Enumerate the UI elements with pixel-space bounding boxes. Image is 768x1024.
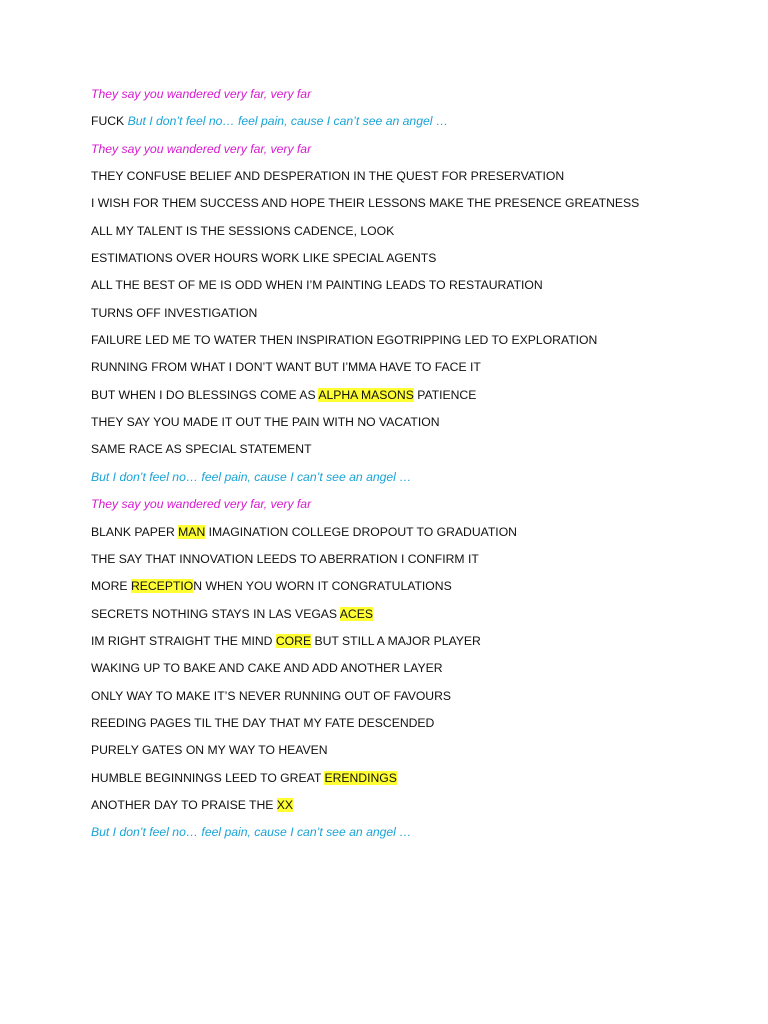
text-segment: ANOTHER DAY TO PRAISE THE (91, 797, 277, 812)
text-segment: HUMBLE BEGINNINGS LEED TO GREAT (91, 770, 325, 785)
text-segment: N WHEN YOU WORN IT CONGRATULATIONS (193, 579, 452, 594)
highlighted-text: XX (276, 797, 294, 812)
text-line (91, 658, 711, 685)
text-line (91, 576, 711, 603)
text-segment: MORE (91, 579, 131, 594)
text-line (91, 713, 711, 740)
text-line (91, 111, 711, 138)
text-segment: BUT STILL A MAJOR PLAYER (311, 633, 481, 648)
text-line (91, 494, 711, 521)
text-line (91, 193, 711, 220)
chorus-line-magenta: They say you wandered very far, very far (91, 87, 312, 101)
text-segment: SECRETS NOTHING STAYS IN LAS VEGAS (91, 606, 340, 621)
text-segment: IM RIGHT STRAIGHT THE MIND (91, 633, 276, 648)
text-line (91, 467, 711, 494)
text-line (91, 439, 711, 466)
chorus-line-cyan: But I don’t feel no… feel pain, cause I can’t see an angel … (127, 114, 449, 129)
chorus-line-magenta: They say you wandered very far, very far (91, 141, 312, 156)
text-segment: TURNS OFF INVESTIGATION (91, 305, 258, 320)
text-segment: I WISH FOR THEM SUCCESS AND HOPE THEIR LESSONS MAKE THE PRESENCE GREATNESS (91, 196, 640, 211)
highlighted-text: CORE (275, 633, 312, 648)
text-segment: THEY SAY YOU MADE IT OUT THE PAIN WITH NO VACATION (91, 415, 440, 430)
text-segment: REEDING PAGES TIL THE DAY THAT MY FATE DESCENDED (91, 715, 435, 730)
text-line (91, 357, 711, 384)
highlighted-text: MAN (178, 524, 206, 539)
text-segment: ESTIMATIONS OVER HOURS WORK LIKE SPECIAL AGENTS (91, 251, 437, 266)
text-line (91, 275, 711, 302)
text-line (91, 522, 711, 549)
text-segment: IMAGINATION COLLEGE DROPOUT TO GRADUATION (205, 524, 517, 539)
text-line (91, 549, 711, 576)
text-segment: ONLY WAY TO MAKE IT’S NEVER RUNNING OUT OF FAVOURS (91, 688, 452, 703)
text-line (91, 139, 711, 166)
text-segment: RUNNING FROM WHAT I DON’T WANT BUT I’MMA HAVE TO FACE IT (91, 360, 481, 375)
text-segment: PURELY GATES ON MY WAY TO HEAVEN (91, 743, 328, 758)
text-segment: PATIENCE (413, 387, 477, 402)
text-segment: BLANK PAPER (91, 524, 179, 539)
text-line (91, 686, 711, 713)
text-line (91, 248, 711, 275)
text-line (91, 795, 711, 822)
text-segment: FAILURE LED ME TO WATER THEN INSPIRATION EGOTRIPPING LED TO EXPLORATION (91, 333, 598, 348)
text-line (91, 768, 711, 795)
text-segment: SAME RACE AS SPECIAL STATEMENT (91, 442, 312, 457)
text-line (91, 84, 711, 111)
text-segment: BUT WHEN I DO BLESSINGS COME AS (91, 387, 319, 402)
text-segment: WAKING UP TO BAKE AND CAKE AND ADD ANOTHER LAYER (91, 661, 443, 676)
chorus-line-cyan: But I don’t feel no… feel pain, cause I can’t see an angel … (91, 825, 412, 840)
text-segment: THE SAY THAT INNOVATION LEEDS TO ABERRATION I CONFIRM IT (91, 551, 479, 566)
text-line (91, 631, 711, 658)
highlighted-text: RECEPTIO (130, 579, 194, 594)
text-segment: FUCK (91, 114, 128, 129)
highlighted-text: ACES (339, 606, 373, 621)
text-segment: THEY CONFUSE BELIEF AND DESPERATION IN THE QUEST FOR PRESERVATION (91, 169, 565, 184)
highlighted-text: ERENDINGS (324, 770, 397, 785)
lyrics-body (91, 84, 711, 850)
chorus-line-cyan: But I don’t feel no… feel pain, cause I can’t see an angel … (91, 469, 412, 484)
text-line (91, 303, 711, 330)
text-line (91, 412, 711, 439)
text-segment: ALL MY TALENT IS THE SESSIONS CADENCE, LOOK (91, 223, 395, 238)
text-line (91, 822, 711, 849)
chorus-line-magenta: They say you wandered very far, very far (91, 497, 312, 512)
text-line (91, 740, 711, 767)
text-line (91, 221, 711, 248)
highlighted-text: ALPHA MASONS (318, 387, 414, 402)
text-line (91, 385, 711, 412)
text-line (91, 330, 711, 357)
text-segment: ALL THE BEST OF ME IS ODD WHEN I’M PAINTING LEADS TO RESTAURATION (91, 278, 543, 293)
text-line (91, 166, 711, 193)
text-line (91, 604, 711, 631)
